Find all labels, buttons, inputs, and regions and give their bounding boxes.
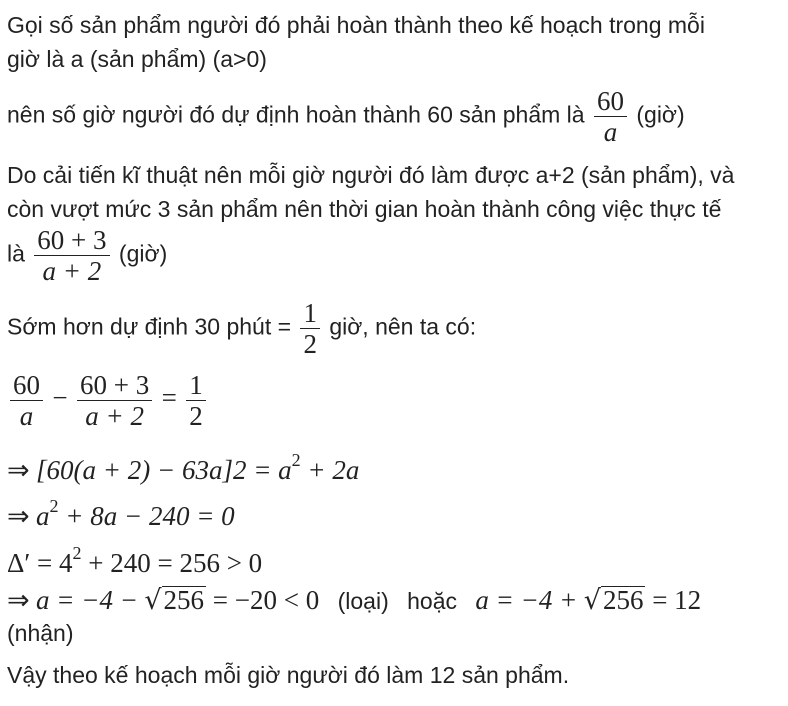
equation-4	[7, 538, 262, 579]
fraction-denominator: a + 2	[34, 255, 109, 286]
paragraph-4-text-after: giờ, nên ta có:	[329, 313, 477, 340]
sqrt-radicand-1: 256	[163, 585, 205, 615]
accepted-label: (nhận)	[7, 620, 74, 646]
eq2-rhs: + 2a	[300, 455, 360, 485]
eq1-fraction-1	[10, 370, 43, 431]
eq5-part-1: a = −4 −	[36, 585, 138, 615]
eq1-fraction-2	[77, 370, 152, 431]
eq3-rest: + 8a − 240 = 0	[58, 501, 235, 531]
implies-arrow: ⇒	[7, 501, 30, 531]
sqrt-icon: √	[583, 585, 601, 616]
eq3-variable: a	[36, 501, 50, 531]
half-fraction	[300, 298, 320, 359]
unit-label: (giờ)	[636, 101, 685, 128]
fraction-numerator: 60	[13, 370, 40, 400]
paragraph-3-line-2: còn vượt mức 3 sản phẩm nên thời gian hoàn thành công việc thực tế	[7, 196, 722, 222]
fraction-numerator: 60 + 3	[80, 370, 150, 400]
eq5-part-3: a = −4 +	[475, 585, 578, 615]
fraction-denominator: 2	[300, 328, 320, 359]
or-label: hoặc	[407, 588, 458, 614]
equation-5-line-1	[7, 585, 701, 616]
rejected-label: (loại)	[337, 588, 389, 614]
implies-arrow: ⇒	[7, 585, 30, 615]
fraction-numerator: 1	[303, 298, 317, 328]
paragraph-1-line-2: giờ là a (sản phẩm) (a>0)	[7, 46, 267, 72]
paragraph-2-text: nên số giờ người đó dự định hoàn thành 60 sản phẩm là	[7, 101, 585, 128]
discriminant: Δ′ = 4	[7, 548, 73, 578]
eq5-part-2: = −20 < 0	[206, 585, 320, 615]
equation-1	[7, 370, 209, 431]
fraction-denominator: a	[594, 116, 627, 147]
fraction-numerator: 1	[189, 370, 203, 400]
fraction-denominator: a + 2	[77, 400, 152, 431]
eq5-part-4: = 12	[645, 585, 702, 615]
eq4-rest: + 240 = 256 > 0	[81, 548, 263, 578]
equation-3	[7, 491, 235, 532]
fraction-denominator: 2	[186, 400, 206, 431]
eq2-lhs: [60(a + 2) − 63a]2 = a	[36, 455, 292, 485]
paragraph-3-line-3	[7, 225, 167, 286]
la-text: là	[7, 240, 25, 267]
paragraph-2	[7, 86, 685, 147]
paragraph-4-text-before: Sớm hơn dự định 30 phút =	[7, 313, 292, 340]
exponent: 2	[291, 450, 301, 470]
equals-sign: =	[161, 382, 177, 413]
fraction-numerator: 60	[596, 86, 624, 116]
actual-hours-fraction	[34, 225, 109, 286]
eq1-fraction-3	[186, 370, 206, 431]
fraction-denominator: a	[10, 400, 43, 431]
paragraph-1-line-1: Gọi số sản phẩm người đó phải hoàn thành theo kế hoạch trong mỗi	[7, 12, 705, 38]
sqrt-icon: √	[144, 585, 162, 616]
conclusion: Vậy theo kế hoạch mỗi giờ người đó làm 12 sản phẩm.	[7, 662, 570, 688]
equation-2	[7, 445, 359, 486]
planned-hours-fraction	[594, 86, 627, 147]
paragraph-4	[7, 298, 476, 359]
sqrt-radicand-2: 256	[602, 585, 644, 615]
fraction-numerator: 60 + 3	[37, 225, 107, 255]
unit-label: (giờ)	[118, 240, 168, 267]
minus-sign: −	[52, 382, 68, 413]
exponent: 2	[72, 543, 82, 563]
implies-arrow: ⇒	[7, 455, 30, 485]
exponent: 2	[49, 496, 59, 516]
paragraph-3-line-1: Do cải tiến kĩ thuật nên mỗi giờ người đó làm được a+2 (sản phẩm), và	[7, 162, 735, 188]
